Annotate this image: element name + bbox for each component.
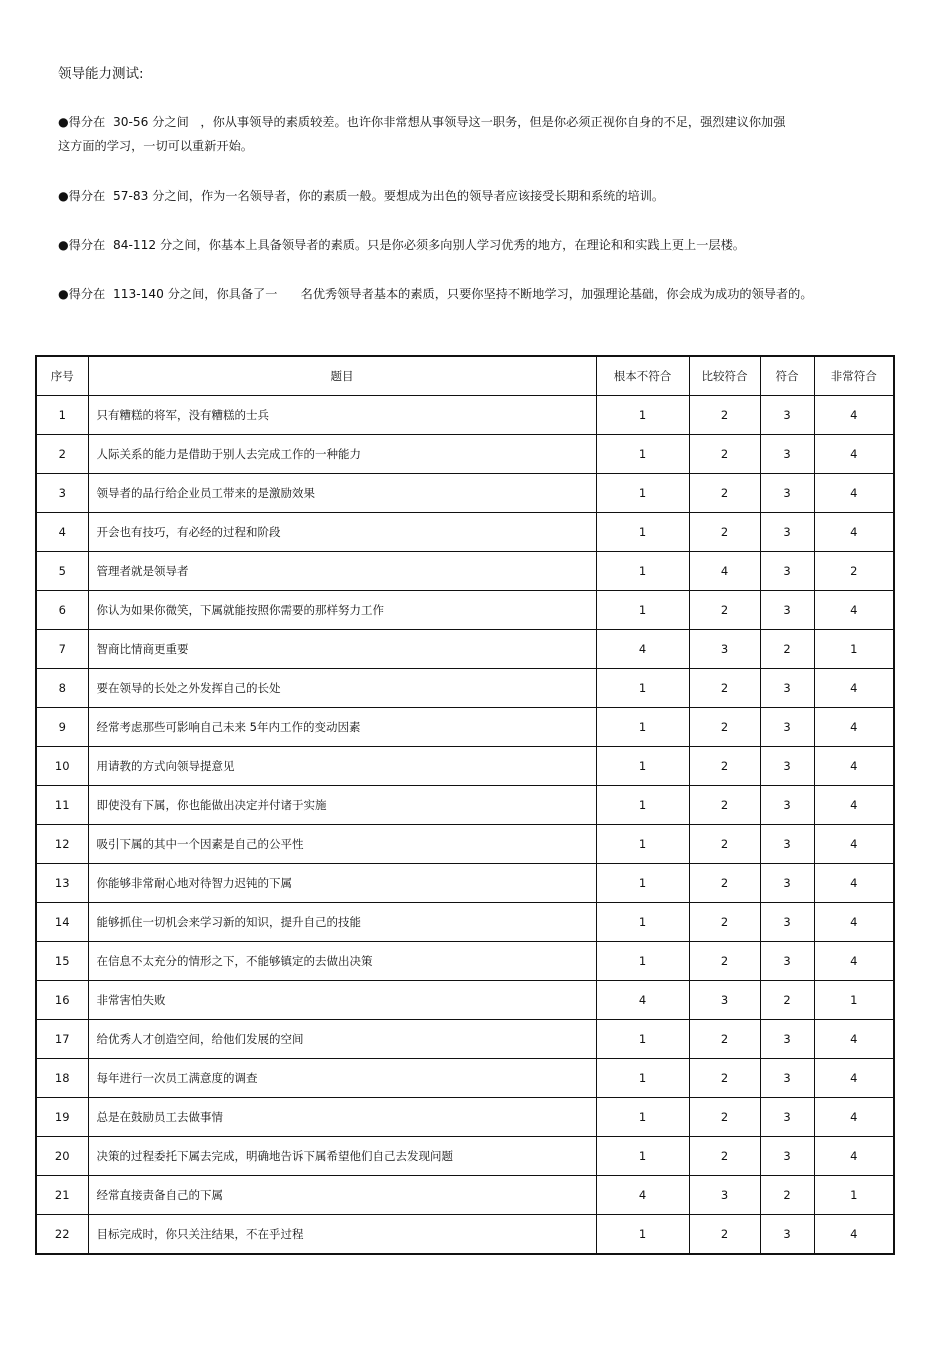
score-fairly: 4 — [689, 552, 760, 591]
score-not-at-all: 1 — [596, 903, 689, 942]
row-question: 决策的过程委托下属去完成，明确地告诉下属希望他们自己去发现问题 — [88, 1137, 596, 1176]
table-row — [36, 786, 894, 825]
score-agree: 3 — [760, 786, 814, 825]
table-row — [36, 1098, 894, 1137]
row-index: 10 — [36, 747, 88, 786]
score-range-paragraph-4: ●得分在 113-140 分之间，你具备了一 名优秀领导者基本的素质，只要你坚持不断地学习，加强理论基础，你会成为成功的领导者的。 — [58, 287, 813, 301]
row-question: 人际关系的能力是借助于别人去完成工作的一种能力 — [88, 435, 596, 474]
score-agree: 3 — [760, 864, 814, 903]
row-question: 在信息不太充分的情形之下，不能够镇定的去做出决策 — [88, 942, 596, 981]
table-row — [36, 630, 894, 669]
row-index: 18 — [36, 1059, 88, 1098]
row-question: 要在领导的长处之外发挥自己的长处 — [88, 669, 596, 708]
score-not-at-all: 1 — [596, 669, 689, 708]
header-not-at-all: 根本不符合 — [596, 356, 689, 396]
score-agree: 3 — [760, 903, 814, 942]
score-agree: 3 — [760, 552, 814, 591]
score-agree: 3 — [760, 435, 814, 474]
row-index: 6 — [36, 591, 88, 630]
score-strongly: 4 — [814, 513, 894, 552]
score-not-at-all: 1 — [596, 1215, 689, 1255]
row-index: 7 — [36, 630, 88, 669]
row-index: 17 — [36, 1020, 88, 1059]
score-not-at-all: 4 — [596, 1176, 689, 1215]
score-strongly: 1 — [814, 1176, 894, 1215]
score-agree: 3 — [760, 1137, 814, 1176]
header-strongly: 非常符合 — [814, 356, 894, 396]
score-fairly: 2 — [689, 903, 760, 942]
score-fairly: 2 — [689, 1215, 760, 1255]
score-fairly: 2 — [689, 1137, 760, 1176]
score-strongly: 4 — [814, 1137, 894, 1176]
table-row — [36, 825, 894, 864]
table-header-row — [36, 356, 894, 396]
table-row — [36, 747, 894, 786]
questionnaire-table — [35, 355, 895, 1255]
score-agree: 3 — [760, 474, 814, 513]
table-row — [36, 864, 894, 903]
score-fairly: 2 — [689, 669, 760, 708]
table-row — [36, 396, 894, 435]
score-fairly: 2 — [689, 942, 760, 981]
score-strongly: 1 — [814, 630, 894, 669]
table-row — [36, 708, 894, 747]
score-fairly: 3 — [689, 630, 760, 669]
row-index: 2 — [36, 435, 88, 474]
score-fairly: 2 — [689, 396, 760, 435]
row-index: 16 — [36, 981, 88, 1020]
row-question: 开会也有技巧，有必经的过程和阶段 — [88, 513, 596, 552]
row-index: 1 — [36, 396, 88, 435]
score-strongly: 2 — [814, 552, 894, 591]
score-fairly: 2 — [689, 1059, 760, 1098]
score-strongly: 4 — [814, 435, 894, 474]
score-agree: 3 — [760, 1098, 814, 1137]
table-row — [36, 1059, 894, 1098]
row-question: 你能够非常耐心地对待智力迟钝的下属 — [88, 864, 596, 903]
row-index: 3 — [36, 474, 88, 513]
score-strongly: 4 — [814, 1215, 894, 1255]
score-not-at-all: 1 — [596, 942, 689, 981]
score-strongly: 4 — [814, 825, 894, 864]
score-fairly: 2 — [689, 513, 760, 552]
row-question: 吸引下属的其中一个因素是自己的公平性 — [88, 825, 596, 864]
table-row — [36, 474, 894, 513]
score-agree: 3 — [760, 669, 814, 708]
table-row — [36, 981, 894, 1020]
score-not-at-all: 1 — [596, 1059, 689, 1098]
score-agree: 3 — [760, 942, 814, 981]
score-strongly: 4 — [814, 942, 894, 981]
score-range-paragraph-3: ●得分在 84-112 分之间，你基本上具备领导者的素质。只是你必须多向别人学习优秀的地方，在理论和和实践上更上一层楼。 — [58, 238, 745, 252]
score-not-at-all: 4 — [596, 630, 689, 669]
score-not-at-all: 1 — [596, 591, 689, 630]
table-row — [36, 942, 894, 981]
row-question: 目标完成时，你只关注结果，不在乎过程 — [88, 1215, 596, 1255]
row-index: 14 — [36, 903, 88, 942]
score-strongly: 4 — [814, 1059, 894, 1098]
score-not-at-all: 1 — [596, 1020, 689, 1059]
table-row — [36, 1020, 894, 1059]
row-question: 用请教的方式向领导提意见 — [88, 747, 596, 786]
score-fairly: 2 — [689, 864, 760, 903]
row-question: 智商比情商更重要 — [88, 630, 596, 669]
score-agree: 3 — [760, 1059, 814, 1098]
table-row — [36, 435, 894, 474]
score-strongly: 1 — [814, 981, 894, 1020]
score-strongly: 4 — [814, 396, 894, 435]
score-strongly: 4 — [814, 903, 894, 942]
row-index: 12 — [36, 825, 88, 864]
table-body — [36, 396, 894, 1255]
score-range-paragraph-1: ●得分在 30-56 分之间 ，你从事领导的素质较差。也许你非常想从事领导这一职务，但是你必须正视你自身的不足，强烈建议你加强 这方面的学习，一切可以重新开始。 — [58, 115, 786, 153]
score-strongly: 4 — [814, 747, 894, 786]
row-index: 21 — [36, 1176, 88, 1215]
score-strongly: 4 — [814, 864, 894, 903]
row-question: 总是在鼓励员工去做事情 — [88, 1098, 596, 1137]
score-strongly: 4 — [814, 1098, 894, 1137]
row-question: 每年进行一次员工满意度的调查 — [88, 1059, 596, 1098]
table-row — [36, 1176, 894, 1215]
row-question: 领导者的品行给企业员工带来的是激励效果 — [88, 474, 596, 513]
row-index: 4 — [36, 513, 88, 552]
score-agree: 2 — [760, 630, 814, 669]
score-fairly: 2 — [689, 591, 760, 630]
score-not-at-all: 1 — [596, 435, 689, 474]
score-strongly: 4 — [814, 591, 894, 630]
score-fairly: 3 — [689, 981, 760, 1020]
row-question: 经常考虑那些可影响自己未来 5年内工作的变动因素 — [88, 708, 596, 747]
score-not-at-all: 1 — [596, 1098, 689, 1137]
table-row — [36, 513, 894, 552]
page-title: 领导能力测试: — [58, 66, 144, 82]
row-question: 非常害怕失败 — [88, 981, 596, 1020]
row-question: 只有糟糕的将军，没有糟糕的士兵 — [88, 396, 596, 435]
row-question: 经常直接责备自己的下属 — [88, 1176, 596, 1215]
row-index: 20 — [36, 1137, 88, 1176]
score-fairly: 2 — [689, 474, 760, 513]
score-strongly: 4 — [814, 669, 894, 708]
score-agree: 3 — [760, 1020, 814, 1059]
score-range-paragraph-2: ●得分在 57-83 分之间，作为一名领导者，你的素质一般。要想成为出色的领导者应该接受长期和系统的培训。 — [58, 189, 665, 203]
row-index: 19 — [36, 1098, 88, 1137]
score-not-at-all: 1 — [596, 708, 689, 747]
score-not-at-all: 1 — [596, 786, 689, 825]
table-row — [36, 903, 894, 942]
score-not-at-all: 4 — [596, 981, 689, 1020]
row-index: 11 — [36, 786, 88, 825]
row-question: 管理者就是领导者 — [88, 552, 596, 591]
score-not-at-all: 1 — [596, 864, 689, 903]
score-fairly: 2 — [689, 435, 760, 474]
score-agree: 3 — [760, 747, 814, 786]
score-agree: 2 — [760, 1176, 814, 1215]
row-index: 9 — [36, 708, 88, 747]
row-question: 能够抓住一切机会来学习新的知识，提升自己的技能 — [88, 903, 596, 942]
score-fairly: 2 — [689, 1098, 760, 1137]
score-agree: 3 — [760, 396, 814, 435]
score-not-at-all: 1 — [596, 474, 689, 513]
score-fairly: 2 — [689, 747, 760, 786]
score-strongly: 4 — [814, 708, 894, 747]
score-agree: 3 — [760, 591, 814, 630]
row-question: 给优秀人才创造空间，给他们发展的空间 — [88, 1020, 596, 1059]
row-question: 即使没有下属，你也能做出决定并付诸于实施 — [88, 786, 596, 825]
table-row — [36, 1215, 894, 1255]
header-index: 序号 — [36, 356, 88, 396]
score-agree: 3 — [760, 1215, 814, 1255]
score-fairly: 3 — [689, 1176, 760, 1215]
score-not-at-all: 1 — [596, 747, 689, 786]
table-row — [36, 591, 894, 630]
score-fairly: 2 — [689, 825, 760, 864]
row-index: 5 — [36, 552, 88, 591]
table-row — [36, 1137, 894, 1176]
score-not-at-all: 1 — [596, 552, 689, 591]
score-not-at-all: 1 — [596, 513, 689, 552]
header-question: 题目 — [88, 356, 596, 396]
row-index: 13 — [36, 864, 88, 903]
score-agree: 3 — [760, 825, 814, 864]
row-index: 22 — [36, 1215, 88, 1255]
table-row — [36, 552, 894, 591]
score-agree: 3 — [760, 513, 814, 552]
score-fairly: 2 — [689, 786, 760, 825]
score-fairly: 2 — [689, 1020, 760, 1059]
header-fairly: 比较符合 — [689, 356, 760, 396]
score-strongly: 4 — [814, 474, 894, 513]
score-strongly: 4 — [814, 1020, 894, 1059]
score-agree: 2 — [760, 981, 814, 1020]
table-row — [36, 669, 894, 708]
score-strongly: 4 — [814, 786, 894, 825]
row-index: 8 — [36, 669, 88, 708]
score-fairly: 2 — [689, 708, 760, 747]
score-not-at-all: 1 — [596, 396, 689, 435]
score-agree: 3 — [760, 708, 814, 747]
score-not-at-all: 1 — [596, 825, 689, 864]
score-not-at-all: 1 — [596, 1137, 689, 1176]
row-question: 你认为如果你微笑，下属就能按照你需要的那样努力工作 — [88, 591, 596, 630]
row-index: 15 — [36, 942, 88, 981]
header-agree: 符合 — [760, 356, 814, 396]
